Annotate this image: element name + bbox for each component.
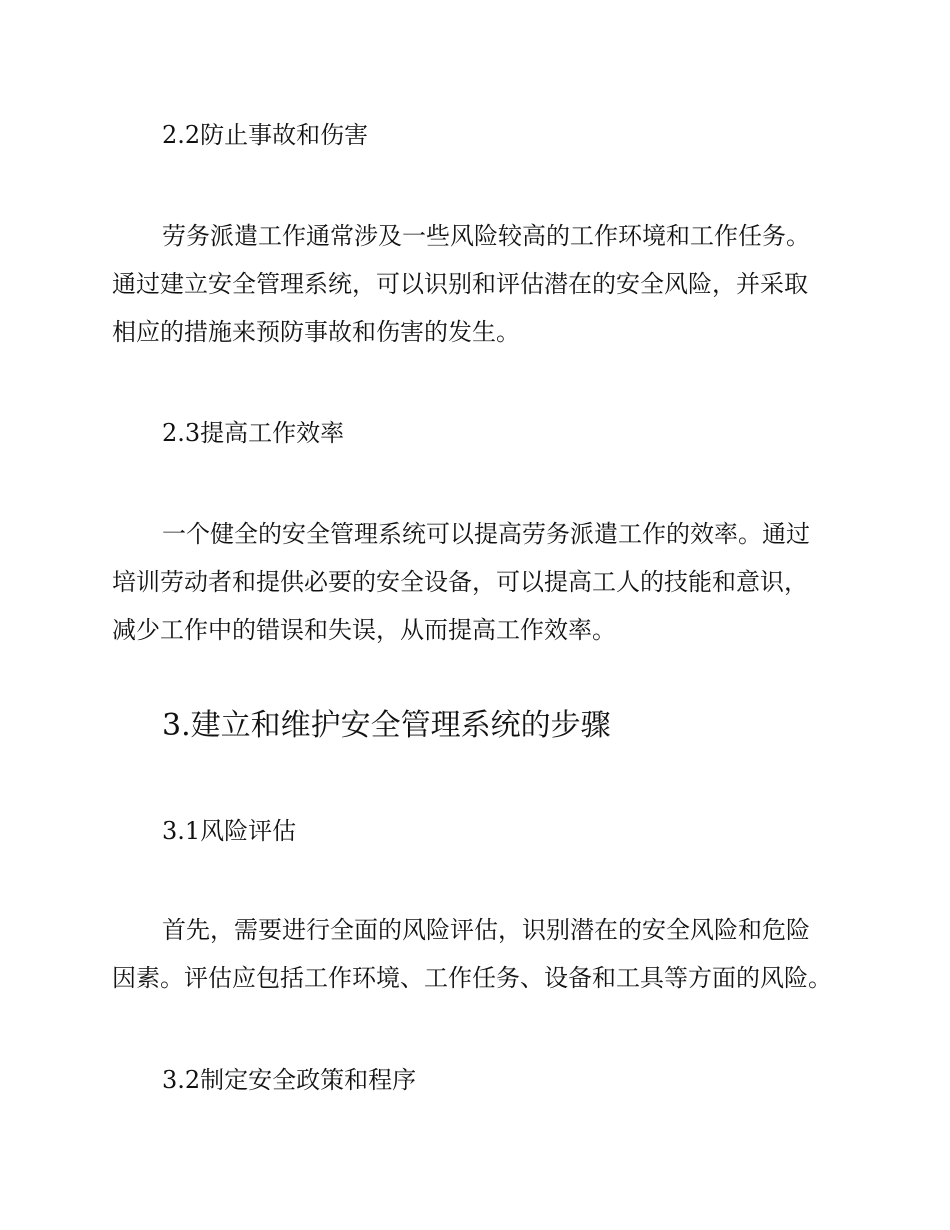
section-heading-2-2: 2.2防止事故和伤害	[162, 121, 369, 149]
section-heading-3-2: 3.2制定安全政策和程序	[162, 1066, 417, 1094]
section-heading-2-3: 2.3提高工作效率	[162, 419, 345, 447]
section-heading-3-1: 3.1风险评估	[162, 817, 297, 845]
paragraph-2-3	[112, 510, 852, 654]
paragraph-line: 劳务派遣工作通常涉及一些风险较高的工作环境和工作任务。	[162, 222, 810, 250]
paragraph-2-2	[112, 212, 852, 356]
paragraph-line: 培训劳动者和提供必要的安全设备，可以提高工人的技能和意识，	[112, 568, 808, 596]
paragraph-line: 因素。评估应包括工作环境、工作任务、设备和工具等方面的风险。	[112, 964, 832, 992]
paragraph-line: 首先，需要进行全面的风险评估，识别潜在的安全风险和危险	[162, 916, 810, 944]
paragraph-line: 减少工作中的错误和失误，从而提高工作效率。	[112, 616, 616, 644]
section-heading-3: 3.建立和维护安全管理系统的步骤	[162, 708, 611, 743]
paragraph-line: 一个健全的安全管理系统可以提高劳务派遣工作的效率。通过	[162, 520, 810, 548]
paragraph-line: 相应的措施来预防事故和伤害的发生。	[112, 318, 520, 346]
paragraph-3-1	[112, 906, 852, 1002]
paragraph-line: 通过建立安全管理系统，可以识别和评估潜在的安全风险，并采取	[112, 270, 808, 298]
